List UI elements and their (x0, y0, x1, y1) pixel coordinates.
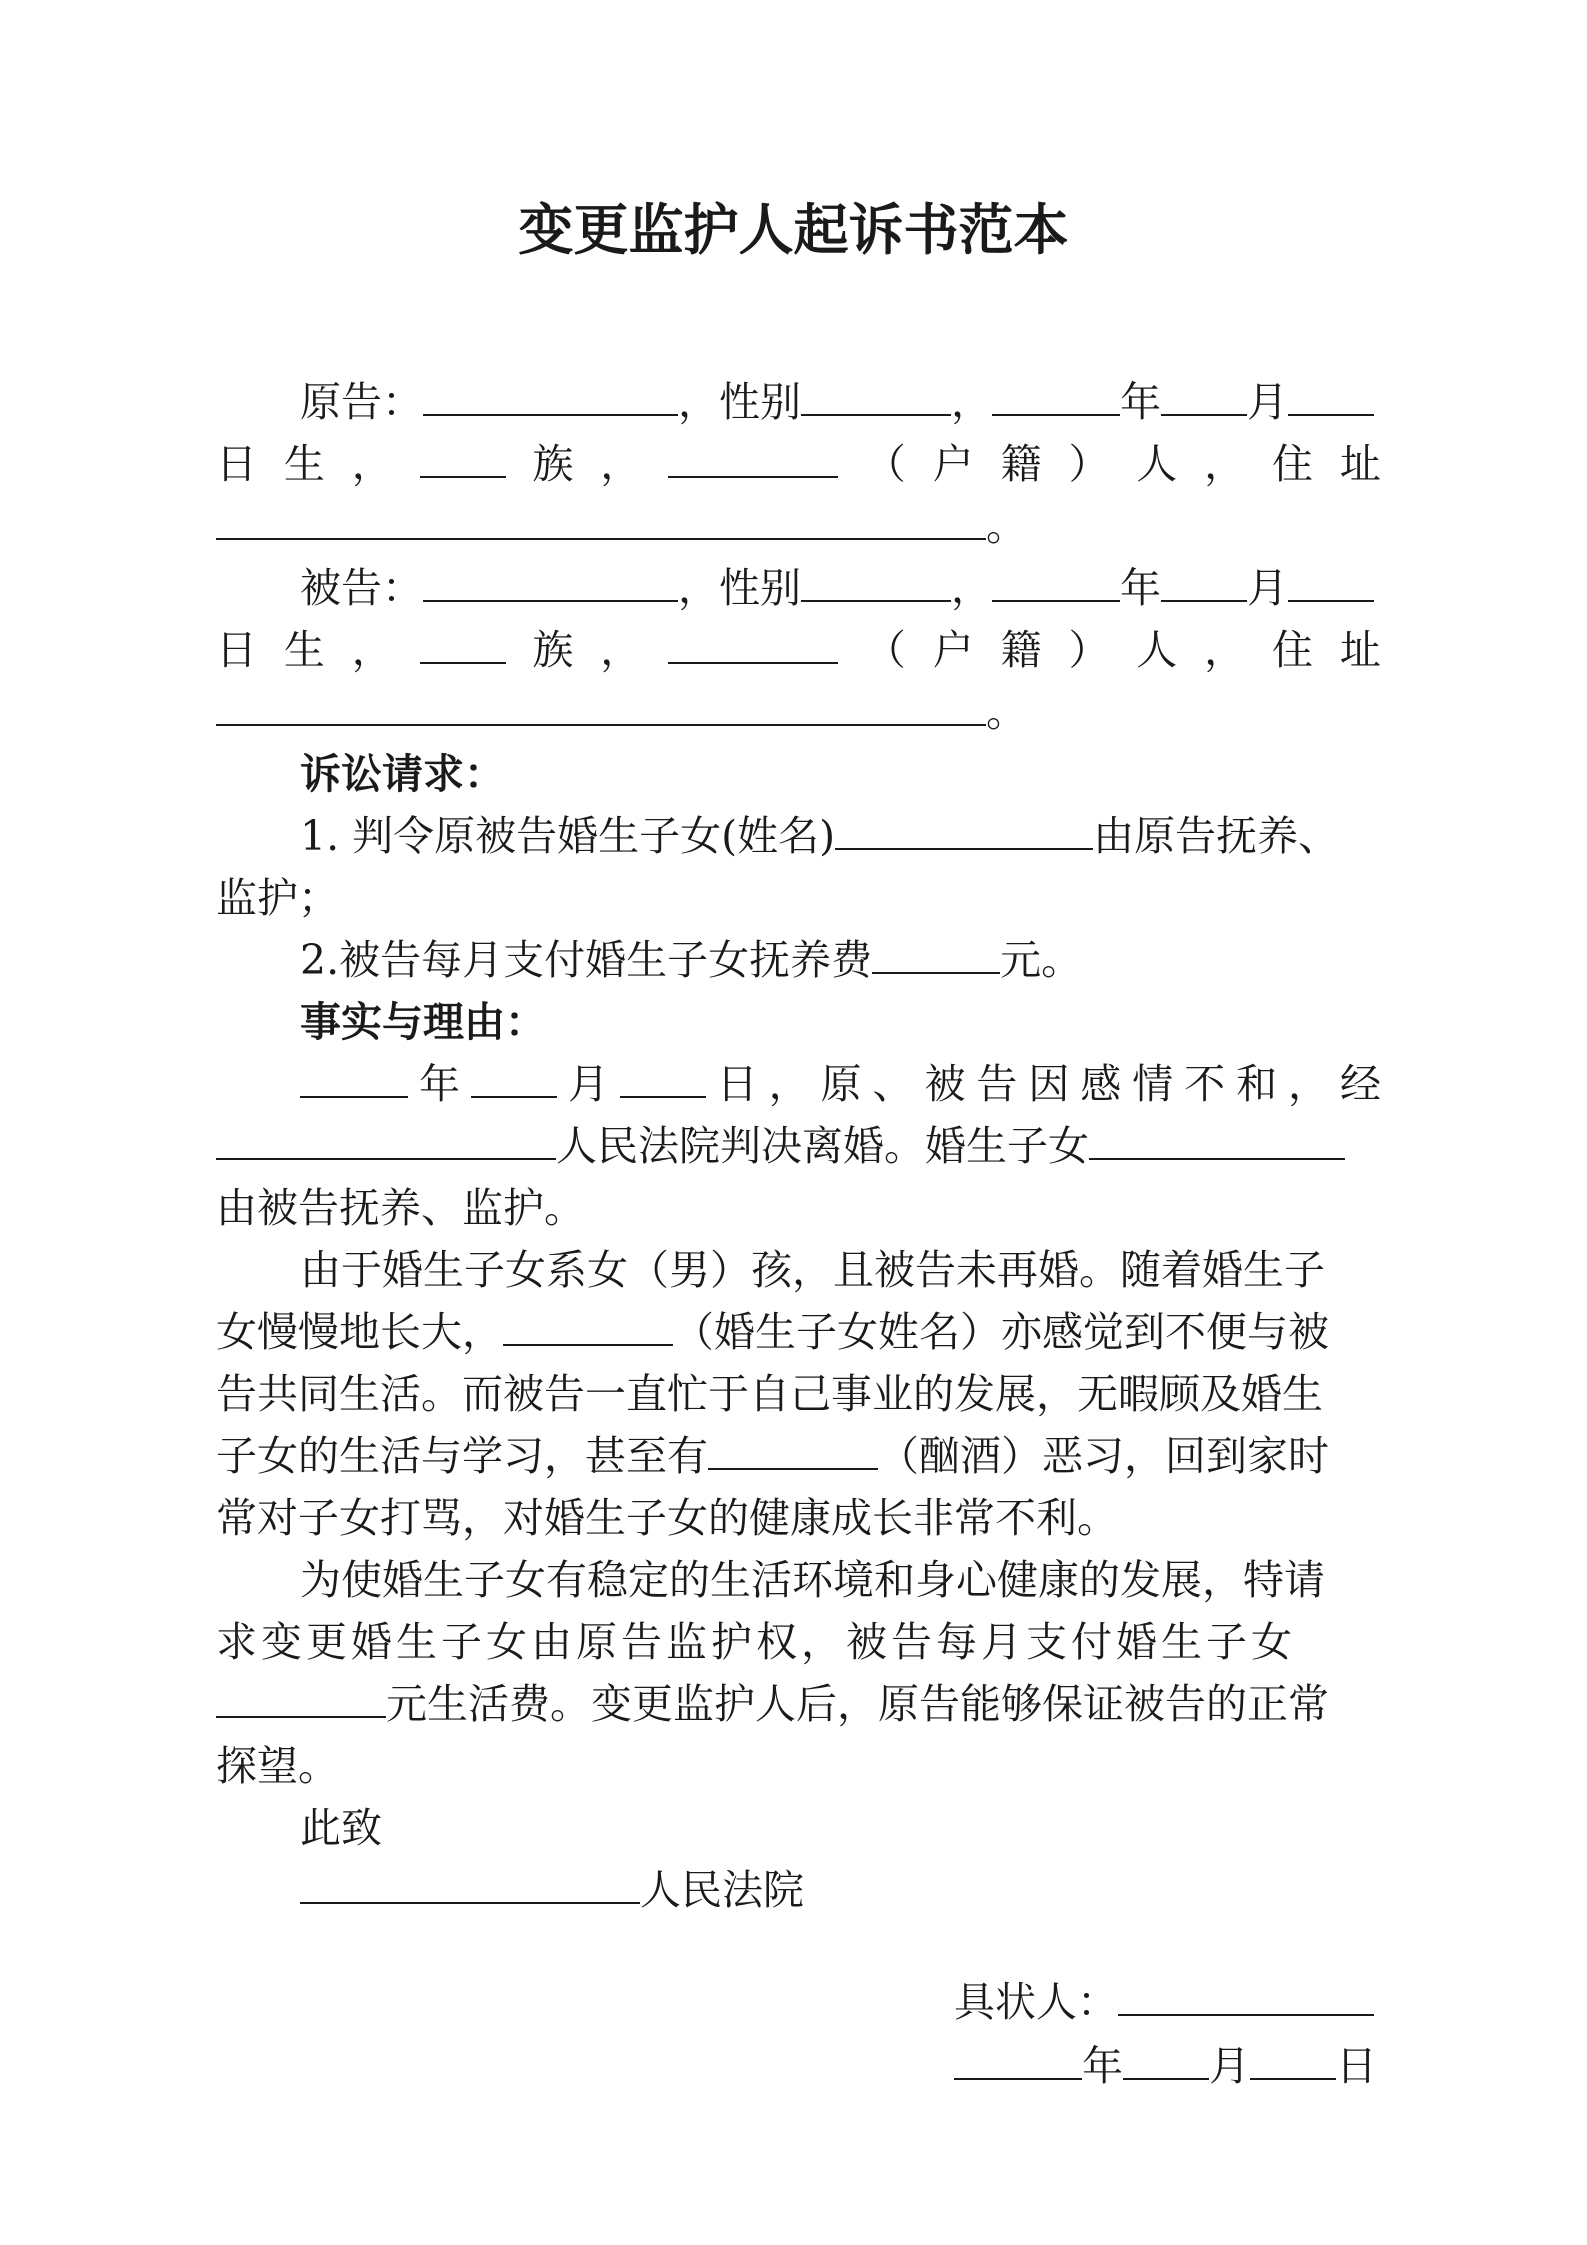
child-name-blank-3[interactable] (503, 1306, 673, 1346)
court-name-blank[interactable] (300, 1864, 640, 1904)
plaintiff-birth-month-blank[interactable] (1161, 376, 1247, 416)
plaintiff-label: 原告： (300, 378, 423, 426)
claim-item-2: 2.被告每月支付婚生子女抚养费 元。 (300, 936, 1083, 984)
living-expense-blank[interactable] (216, 1678, 386, 1718)
sign-day-blank[interactable] (1250, 2040, 1336, 2080)
court-line: 人民法院 (300, 1864, 804, 1916)
defendant-ethnicity-blank[interactable] (420, 624, 506, 664)
defendant-birth-year-blank[interactable] (992, 562, 1120, 602)
facts-p3-line-4: 探望。 (216, 1742, 339, 1790)
signing-date-line: 年 月 日 (954, 2040, 1377, 2092)
claim-item-1-cont: 监护； (216, 874, 339, 922)
claims-heading: 诉讼请求： (300, 750, 505, 798)
facts-p1-line-3: 由被告抚养、监护。 (216, 1184, 585, 1232)
facts-p2-line-3: 告共同生活。而被告一直忙于自己事业的发展，无暇顾及婚生 (216, 1370, 1323, 1418)
plaintiff-address-blank[interactable] (216, 500, 986, 540)
defendant-birth-month-blank[interactable] (1161, 562, 1247, 602)
facts-p1-line-1: 年 月 日 ， 原 、 被 告 因 感 情 不 和 ， 经 (300, 1058, 1381, 1110)
defendant-label: 被告： (300, 564, 423, 612)
plaintiff-line-2: 日 生 ， 族 ， （ 户 籍 ） 人 ， 住 址 (216, 440, 1381, 488)
defendant-hukou-blank[interactable] (668, 624, 838, 664)
plaintiff-name-blank[interactable] (423, 376, 678, 416)
facts-p2-line-2: 女慢慢地长大， （婚生子女姓名）亦感觉到不便与被 (216, 1308, 1329, 1356)
facts-p3-line-2: 求变更婚生子女由原告监护权，被告每月支付婚生子女 (216, 1618, 1296, 1666)
divorce-month-blank[interactable] (471, 1058, 557, 1098)
signer-name-blank[interactable] (1118, 1976, 1374, 2016)
signer-line (954, 1976, 1374, 2028)
facts-p2-line-4: 子女的生活与学习，甚至有 （酗酒）恶习，回到家时 (216, 1432, 1329, 1480)
facts-p1-line-2: 人民法院判决离婚。婚生子女 (216, 1120, 1345, 1172)
plaintiff-hukou-blank[interactable] (668, 438, 838, 478)
defendant-gender-blank[interactable] (801, 562, 951, 602)
facts-p2-line-5: 常对子女打骂，对婚生子女的健康成长非常不利。 (216, 1494, 1118, 1542)
defendant-line-3: 。 (216, 686, 1027, 738)
divorce-court-blank[interactable] (216, 1120, 556, 1160)
divorce-year-blank[interactable] (300, 1058, 408, 1098)
defendant-birth-day-blank[interactable] (1288, 562, 1374, 602)
facts-p2-line-1: 由于婚生子女系女（男）孩，且被告未再婚。随着婚生子 (300, 1246, 1325, 1294)
claim-item-1: 1. 判令原被告婚生子女(姓名) 由原告抚养、 (300, 812, 1340, 860)
document-title: 变更监护人起诉书范本 (518, 198, 1069, 262)
divorce-day-blank[interactable] (620, 1058, 706, 1098)
facts-p3-line-1: 为使婚生子女有稳定的生活环境和身心健康的发展，特请 (300, 1556, 1325, 1604)
support-amount-blank[interactable] (872, 934, 1000, 974)
plaintiff-ethnicity-blank[interactable] (420, 438, 506, 478)
facts-p3-line-3: 元生活费。变更监护人后，原告能够保证被告的正常 (216, 1678, 1329, 1730)
bad-habit-blank[interactable] (708, 1430, 878, 1470)
signer-label: 具状人： (954, 1978, 1118, 2026)
defendant-line-1: 被告： ，性别 ， 年 月 (300, 562, 1374, 614)
closing-greeting: 此致 (300, 1804, 382, 1852)
facts-heading: 事实与理由： (300, 998, 546, 1046)
child-name-blank-2[interactable] (1089, 1120, 1345, 1160)
defendant-line-2: 日 生 ， 族 ， （ 户 籍 ） 人 ， 住 址 (216, 626, 1381, 674)
sign-month-blank[interactable] (1123, 2040, 1209, 2080)
plaintiff-birth-year-blank[interactable] (992, 376, 1120, 416)
defendant-name-blank[interactable] (423, 562, 678, 602)
sign-year-blank[interactable] (954, 2040, 1082, 2080)
plaintiff-line-1: 原告： ，性别 ， 年 月 (300, 376, 1374, 428)
child-name-blank[interactable] (835, 810, 1093, 850)
plaintiff-line-3: 。 (216, 500, 1027, 552)
plaintiff-gender-blank[interactable] (801, 376, 951, 416)
defendant-address-blank[interactable] (216, 686, 986, 726)
plaintiff-birth-day-blank[interactable] (1288, 376, 1374, 416)
